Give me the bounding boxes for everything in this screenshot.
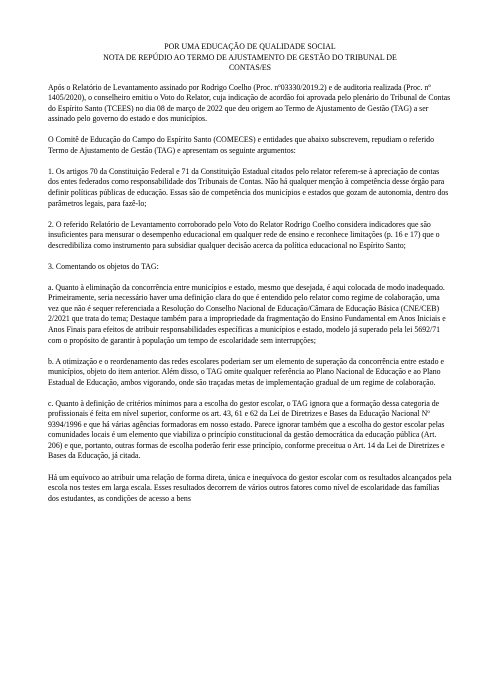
header-line-2: NOTA DE REPÚDIO AO TERMO DE AJUSTAMENTO DE GESTÃO DO TRIBUNAL DE	[103, 52, 397, 62]
signatories-paragraph: O Comitê de Educação do Campo do Espírito Santo (COMECES) e entidades que abaixo subscrevem, repudiam o referido Termo de Ajustamento de Gestão (TAG) e apresentam os seguinte argumentos:	[48, 135, 434, 155]
argument-3-heading: 3. Comentando os objetos do TAG:	[48, 261, 159, 271]
item-a-paragraph: a. Quanto à eliminação da concorrência entre municípios e estado, mesmo que desejada, é aqui colocada de modo inadequado. Primeiramente, seria necessário haver uma definição clara do que é entendido pelo relator como regime de colaboração, uma vez que não é sequer referenciada a Resolução do Conselho Nacional de Educação/Câmara de Educação Básica (CNE/CEB) 2/2021 que trata do tema; Destaque também para a impropriedade da fragmentação do Ensino Fundamental em Anos Iniciais e Anos Finais para efeitos de atribuir responsabilidades específicas a municípios e estado, modelo já superado pela lei 5692/71 com o propósito de garantir à população um tempo de escolaridade sem interrupções;	[48, 282, 446, 345]
argument-2-paragraph: 2. O referido Relatório de Levantamento corroborado pelo Voto do Relator Rodrigo Coelho considera indicadores que são insuficientes para mensurar o desempenho educacional em qualquer rede de ensino e reconhece limitações (p. 16 e 17) que o descredibiliza como instrumento para subsidiar qualquer decisão acerca da política educacional no Espírito Santo;	[48, 219, 440, 250]
intro-paragraph: Após o Relatório de Levantamento assinado por Rodrigo Coelho (Proc. nº03330/2019.2) e de auditoria realizada (Proc. nº 1405/2020), o conselheiro emitiu o Voto do Relator, cuja indicação de acordão foi aprovada pelo plenário do Tribunal de Contas do Espírito Santo (TCEES) no dia 08 de março de 2022 que deu origem ao Termo de Ajustamento de Gestão (TAG) a ser assinado pelo governo do estado e dos municípios.	[48, 82, 451, 124]
header-line-3: CONTAS/ES	[228, 63, 272, 73]
document-header	[48, 42, 452, 74]
header-line-1: POR UMA EDUCAÇÃO DE QUALIDADE SOCIAL	[164, 42, 336, 51]
closing-paragraph: Há um equívoco ao atribuir uma relação de forma direta, única e inequívoca do gestor escolar com os resultados alcançados pela escola nos testes em larga escala. Esses resultados decorrem de vários outros fatores como nível de escolaridade das famílias dos estudantes, as condições de acesso a bens	[48, 472, 452, 503]
item-b-paragraph: b. A otimização e o reordenamento das redes escolares poderiam ser um elemento de superação da concorrência entre estado e municípios, objeto do item anterior. Além disso, o TAG omite qualquer referência ao Plano Nacional de Educação e ao Plano Estadual de Educação, ambos vigorando, onde são traçadas metas de implementação gradual de um regime de colaboração.	[48, 356, 444, 387]
argument-1-paragraph: 1. Os artigos 70 da Constituição Federal e 71 da Constituição Estadual citados pelo relator referem-se à apreciação de contas dos entes federados como responsabilidade dos Tribunais de Contas. Não há qualquer menção à competência desse órgão para definir políticas públicas de educação. Essas são de competência dos municípios e estados que gozam de autonomia, dentro dos parâmetros legais, para fazê-lo;	[48, 166, 449, 208]
item-c-paragraph: c. Quanto à definição de critérios mínimos para a escolha do gestor escolar, o TAG ignora que a formação dessa categoria de profissionais é feita em nível superior, conforme os art. 43, 61 e 62 da Lei de Diretrizes e Bases da Educação Nacional Nº 9394/1996 e que há várias agências formadoras em nosso estado. Parece ignorar também que a escolha do gestor escolar pelas comunidades locais é um elemento que viabiliza o princípio constitucional da gestão democrática da educação pública (Art. 206) e que, portanto, outras formas de escolha poderão ferir esse princípio, conforme preceitua o Art. 14 da Lei de Diretrizes e Bases da Educação, já citada.	[48, 398, 445, 461]
